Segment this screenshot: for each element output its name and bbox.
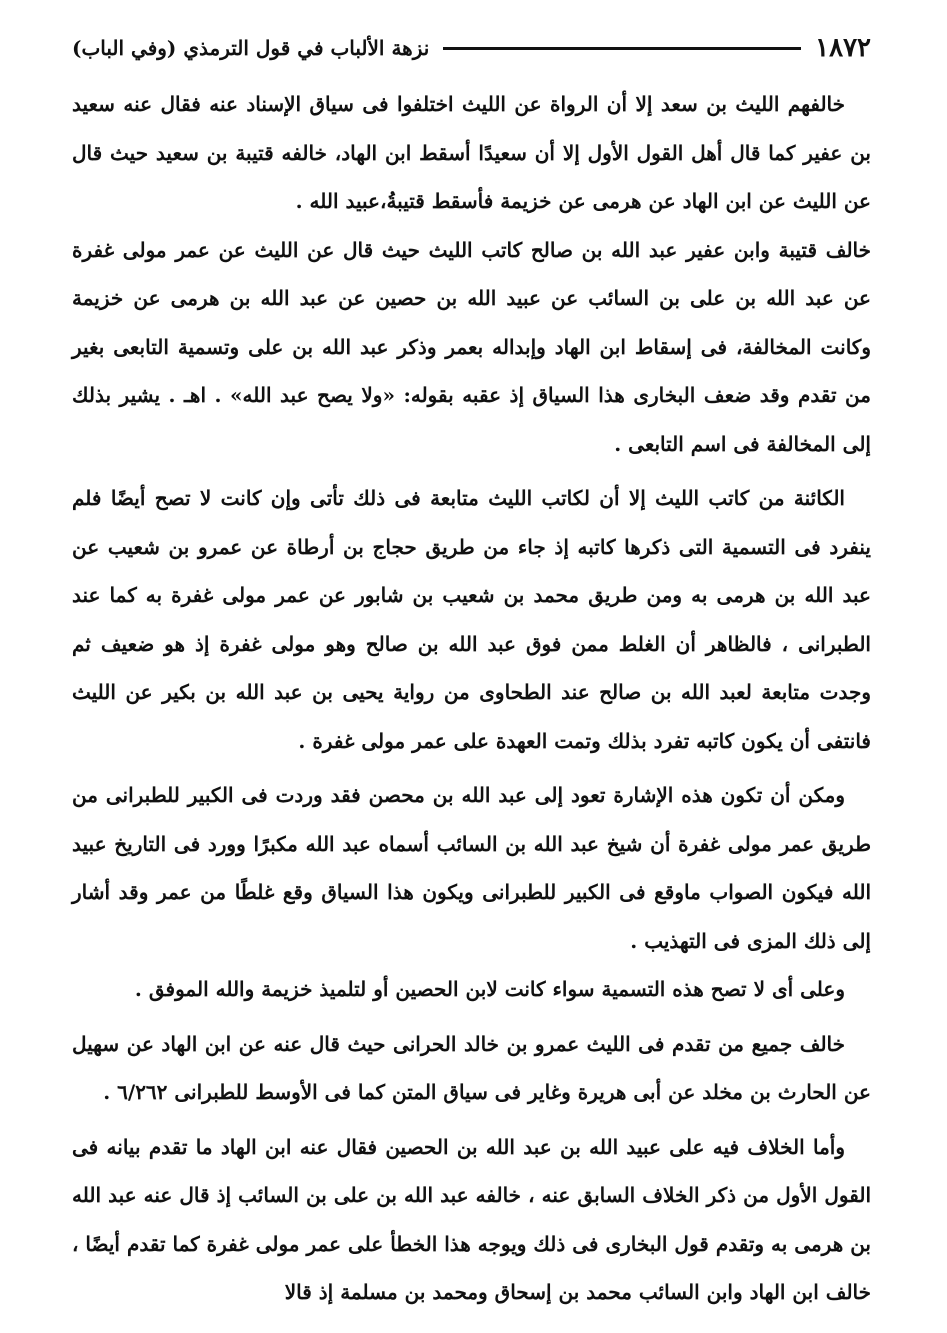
paragraph: خالف قتيبة وابن عفير عبد الله بن صالح كاتب الليث حيث قال عن الليث عن عمر مولى غفرة عن عبد الله بن على بن السائب عن عبيد الله بن حصين عن عبد الله بن هرمى عن خزيمة وكانت المخالفة، فى إسقاط ابن الهاد وإبداله بعمر وذكر عبد الله بن على وتسمية التابعى بغير من تقدم وقد ضعف البخارى هذا السياق إذ عقبه بقوله: «ولا يصح عبد الله» . اهـ . يشير بذلك إلى المخالفة فى اسم التابعى . xyxy=(72,237,871,456)
paragraph: وأما الخلاف فيه على عبيد الله بن عبد الله بن الحصين فقال عنه ابن الهاد ما تقدم بيانه فى القول الأول من ذكر الخلاف السابق عنه ، خالفه عبد الله بن على بن السائب إذ قال عنه عبد الله بن هرمى به وتقدم قول البخارى فى ذلك ويوجه هذا الخطأ على عمر مولى غفرة كما تقدم أيضًا ، خالف ابن الهاد وابن السائب محمد بن إسحاق ومحمد بن مسلمة إذ قالا xyxy=(72,1134,871,1304)
paragraph: ومكن أن تكون هذه الإشارة تعود إلى عبد الله بن محصن فقد وردت فى الكبير للطبرانى من طريق عمر مولى غفرة أن شيخ عبد الله بن السائب أسماه عبد الله مكبرًا وورد فى التاريخ عبيد الله فيكون الصواب ماوقع فى الكبير للطبرانى ويكون هذا السياق وقع غلطًا من عمر وقد أشار إلى ذلك المزى فى التهذيب . xyxy=(72,783,872,953)
header-rule xyxy=(443,47,801,50)
paragraph: وعلى أى لا تصح هذه التسمية سواء كانت لابن الحصين أو لتلميذ خزيمة والله الموفق . xyxy=(134,977,845,1001)
body-text xyxy=(72,80,871,1317)
page-number: ١٨٧٢ xyxy=(815,33,871,63)
page-header xyxy=(72,28,871,68)
paragraph: الكائنة من كاتب الليث إلا أن لكاتب الليث متابعة فى ذلك تأتى وإن كانت لا تصح أيضًا فلم ينفرد فى التسمية التى ذكرها كاتبه إذ جاء من طريق حجاج بن أرطاة عن عمرو بن شعيب عن عبد الله بن هرمى به ومن طريق محمد بن شعيب بن شابور عن عمر مولى غفرة به كما عند الطبرانى ، فالظاهر أن الغلط ممن فوق عبد الله بن صالح وهو مولى غفرة إذ هو ضعيف ثم وجدت متابعة لعبد الله بن صالح عند الطحاوى من رواية يحيى بن عبد الله بن بكير عن الليث فانتفى أن يكون كاتبه تفرد بذلك وتمت العهدة على عمر مولى غفرة . xyxy=(72,486,871,753)
running-title: نزهة الألباب في قول الترمذي (وفي الباب) xyxy=(72,36,430,60)
paragraph: خالفهم الليث بن سعد إلا أن الرواة عن الليث اختلفوا فى سياق الإسناد عنه فقال عنه سعيد بن عفير كما قال أهل القول الأول إلا أن سعيدًا أسقط ابن الهاد، خالفه قتيبة بن سعيد حيث قال عن الليث عن ابن الهاد عن هرمى عن خزيمة فأسقط قتيبةُ،عبيد الله . xyxy=(72,92,871,213)
paragraph: خالف جميع من تقدم فى الليث عمرو بن خالد الحرانى حيث قال عنه عن ابن الهاد عن سهيل عن الحارث بن مخلد عن أبى هريرة وغاير فى سياق المتن كما فى الأوسط للطبرانى ٦/٢٦٢ . xyxy=(72,1031,871,1104)
